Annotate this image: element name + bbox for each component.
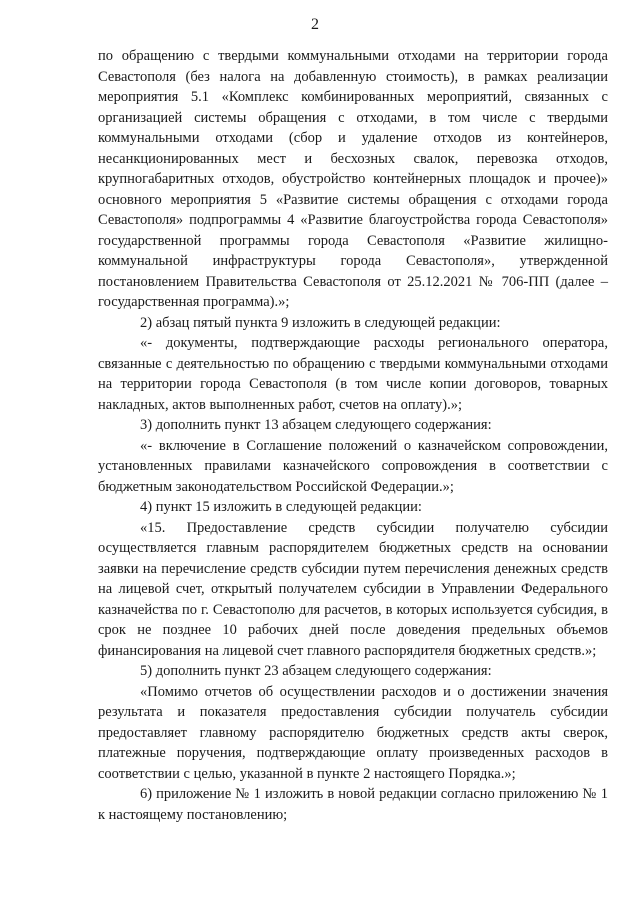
page-number: 2 [311,16,319,33]
paragraph-quote-2: «- документы, подтверждающие расходы регионального оператора, связанные с деятельностью по обращению с твердыми коммунальными отходами на территории города Севастополя (в том числе копии договоров, товарных накладных, актов выполненных работ, счетов на оплату).»; [98,335,608,413]
paragraph-continuation: по обращению с твердыми коммунальными отходами на территории города Севастополя (без налога на добавленную стоимость), в рамках реализации мероприятия 5.1 «Комплекс комбинированных мероприятий, связанных с организацией системы обращения с отходами, в том числе с твердыми коммунальными отходами (сбор и удаление отходов из контейнеров, несанкционированных мест и бесхозных свалок, перевозка отходов, крупногабаритных отходов, обустройство контейнерных площадок и прочее)» основного мероприятия 5 «Развитие системы обращения с отходами города Севастополя» подпрограммы 4 «Развитие благоустройства города Севастополя» государственной программы города Севастополя «Развитие жилищно-коммунальной инфраструктуры города Севастополя», утвержденной постановлением Правительства Севастополя от 25.12.2021 № 706-ПП (далее – государственная программа).»; [98,48,608,310]
paragraph-quote-4: «15. Предоставление средств субсидии получателю субсидии осуществляется главным распорядителем бюджетных средств на основании заявки на перечисление средств субсидии путем перечисления денежных средств на лицевой счет, открытый получателем субсидии в Управлении Федерального казначейства по г. Севастополю для расчетов, в которых используется субсидия, в срок не позднее 10 рабочих дней после доведения предельных объемов финансирования на лицевой счет главного распорядителя бюджетных средств.»; [98,519,608,659]
paragraph-item-2: 2) абзац пятый пункта 9 изложить в следующей редакции: [140,314,501,331]
paragraph-quote-3: «- включение в Соглашение положений о казначейском сопровождении, установленных правилами казначейского сопровождения в соответствии с бюджетным законодательством Российской Федерации.»; [98,437,608,495]
paragraph-item-6: 6) приложение № 1 изложить в новой редакции согласно приложению № 1 к настоящему постановлению; [98,786,608,823]
document-body [98,46,608,825]
paragraph-quote-5: «Помимо отчетов об осуществлении расходов и о достижении значения результата и показателя предоставления субсидии получатель субсидии предоставляет главному распорядителю бюджетных средств акты сверок, платежные поручения, подтверждающие оплату произведенных расходов в соответствии с целью, указанной в пункте 2 настоящего Порядка.»; [98,683,608,782]
paragraph-item-4: 4) пункт 15 изложить в следующей редакции: [140,499,422,515]
paragraph-item-5: 5) дополнить пункт 23 абзацем следующего содержания: [140,663,492,679]
paragraph-item-3: 3) дополнить пункт 13 абзацем следующего содержания: [140,417,492,433]
